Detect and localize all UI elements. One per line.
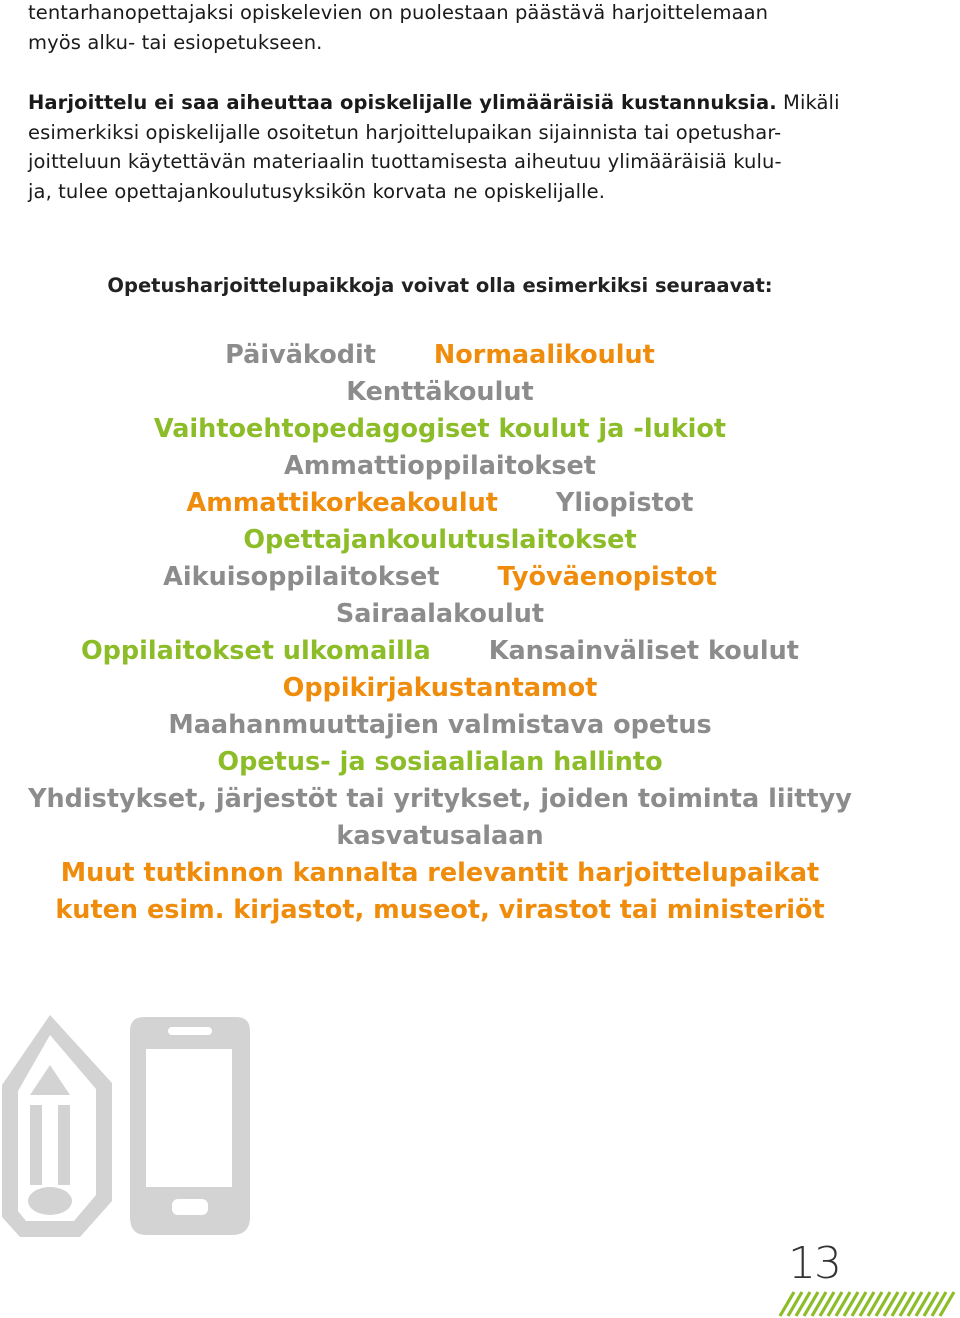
costs-line-1 — [28, 88, 938, 118]
place-opettajankoulutuslaitokset: Opettajankoulutuslaitokset — [243, 525, 637, 555]
place-opetus-sosiaali-hallinto: Opetus- ja sosiaalialan hallinto — [217, 747, 663, 777]
costs-line-2: esimerkiksi opiskelijalle osoitetun harjoittelupaikan sijainnista tai opetushar- — [28, 120, 782, 144]
cloud-row — [0, 781, 880, 818]
place-yhdistykset-line-2: kasvatusalaan — [336, 821, 544, 851]
costs-paragraph — [28, 88, 938, 206]
place-kansainvaliset-koulut: Kansainväliset koulut — [488, 636, 799, 666]
cloud-row — [0, 485, 880, 522]
smartphone-icon — [130, 1017, 250, 1235]
place-vaihtoehtopedagogiset: Vaihtoehtopedagogiset koulut ja -lukiot — [153, 414, 727, 444]
page-number: 13 — [788, 1238, 840, 1289]
place-ammattioppilaitokset: Ammattioppilaitokset — [284, 451, 596, 481]
cloud-row — [0, 744, 880, 781]
diagonal-stripes-decoration — [778, 1290, 960, 1318]
cloud-row — [0, 411, 880, 448]
place-sairaalakoulut: Sairaalakoulut — [335, 599, 545, 629]
costs-line-3: joitteluun käytettävän materiaalin tuottamisesta aiheutuu ylimääräisiä kulu- — [28, 150, 782, 173]
cloud-row — [0, 596, 880, 633]
cloud-row — [0, 559, 880, 596]
intro-paragraph — [28, 0, 938, 57]
place-paivakodit: Päiväkodit — [225, 340, 376, 370]
places-heading: Opetusharjoittelupaikkoja voivat olla esimerkiksi seuraavat: — [107, 274, 773, 297]
cloud-row — [0, 670, 880, 707]
place-oppikirjakustantamot: Oppikirjakustantamot — [282, 673, 598, 703]
place-maahanmuuttajien-opetus: Maahanmuuttajien valmistava opetus — [168, 710, 712, 740]
costs-line-4: ja, tulee opettajankoulutusyksikön korvata ne opiskelijalle. — [28, 179, 606, 203]
cloud-row — [0, 707, 880, 744]
place-tyovaenopistot: Työväenopistot — [497, 562, 717, 592]
cloud-row — [0, 448, 880, 485]
cloud-row — [0, 337, 880, 374]
place-kenttakoulut: Kenttäkoulut — [346, 377, 534, 407]
cloud-row — [0, 818, 880, 855]
cloud-row — [0, 522, 880, 559]
pencil-icon — [2, 1015, 112, 1237]
intro-line-1: tentarhanopettajaksi opiskelevien on puolestaan päästävä harjoittelemaan — [28, 1, 769, 24]
cloud-row — [0, 855, 880, 892]
place-yhdistykset-line-1: Yhdistykset, järjestöt tai yritykset, joiden toiminta liittyy — [28, 784, 852, 814]
cloud-row — [0, 374, 880, 411]
place-muut-line-2: kuten esim. kirjastot, museot, virastot tai ministeriöt — [55, 895, 825, 925]
decorative-icons — [0, 1005, 260, 1245]
place-normaalikoulut: Normaalikoulut — [433, 340, 655, 370]
cloud-row — [0, 633, 880, 670]
costs-line-1-rest: Mikäli — [776, 91, 840, 114]
place-ammattikorkeakoulut: Ammattikorkeakoulut — [186, 488, 498, 518]
place-yliopistot: Yliopistot — [555, 488, 694, 518]
place-muut-line-1: Muut tutkinnon kannalta relevantit harjoittelupaikat — [60, 858, 820, 888]
costs-bold-statement: Harjoittelu ei saa aiheuttaa opiskelijalle ylimääräisiä kustannuksia. — [28, 91, 777, 114]
places-word-cloud — [0, 337, 880, 929]
place-oppilaitokset-ulkomailla: Oppilaitokset ulkomailla — [80, 636, 431, 666]
intro-line-2: myös alku- tai esiopetukseen. — [28, 30, 323, 54]
cloud-row — [0, 892, 880, 929]
place-aikuisoppilaitokset: Aikuisoppilaitokset — [163, 562, 440, 592]
